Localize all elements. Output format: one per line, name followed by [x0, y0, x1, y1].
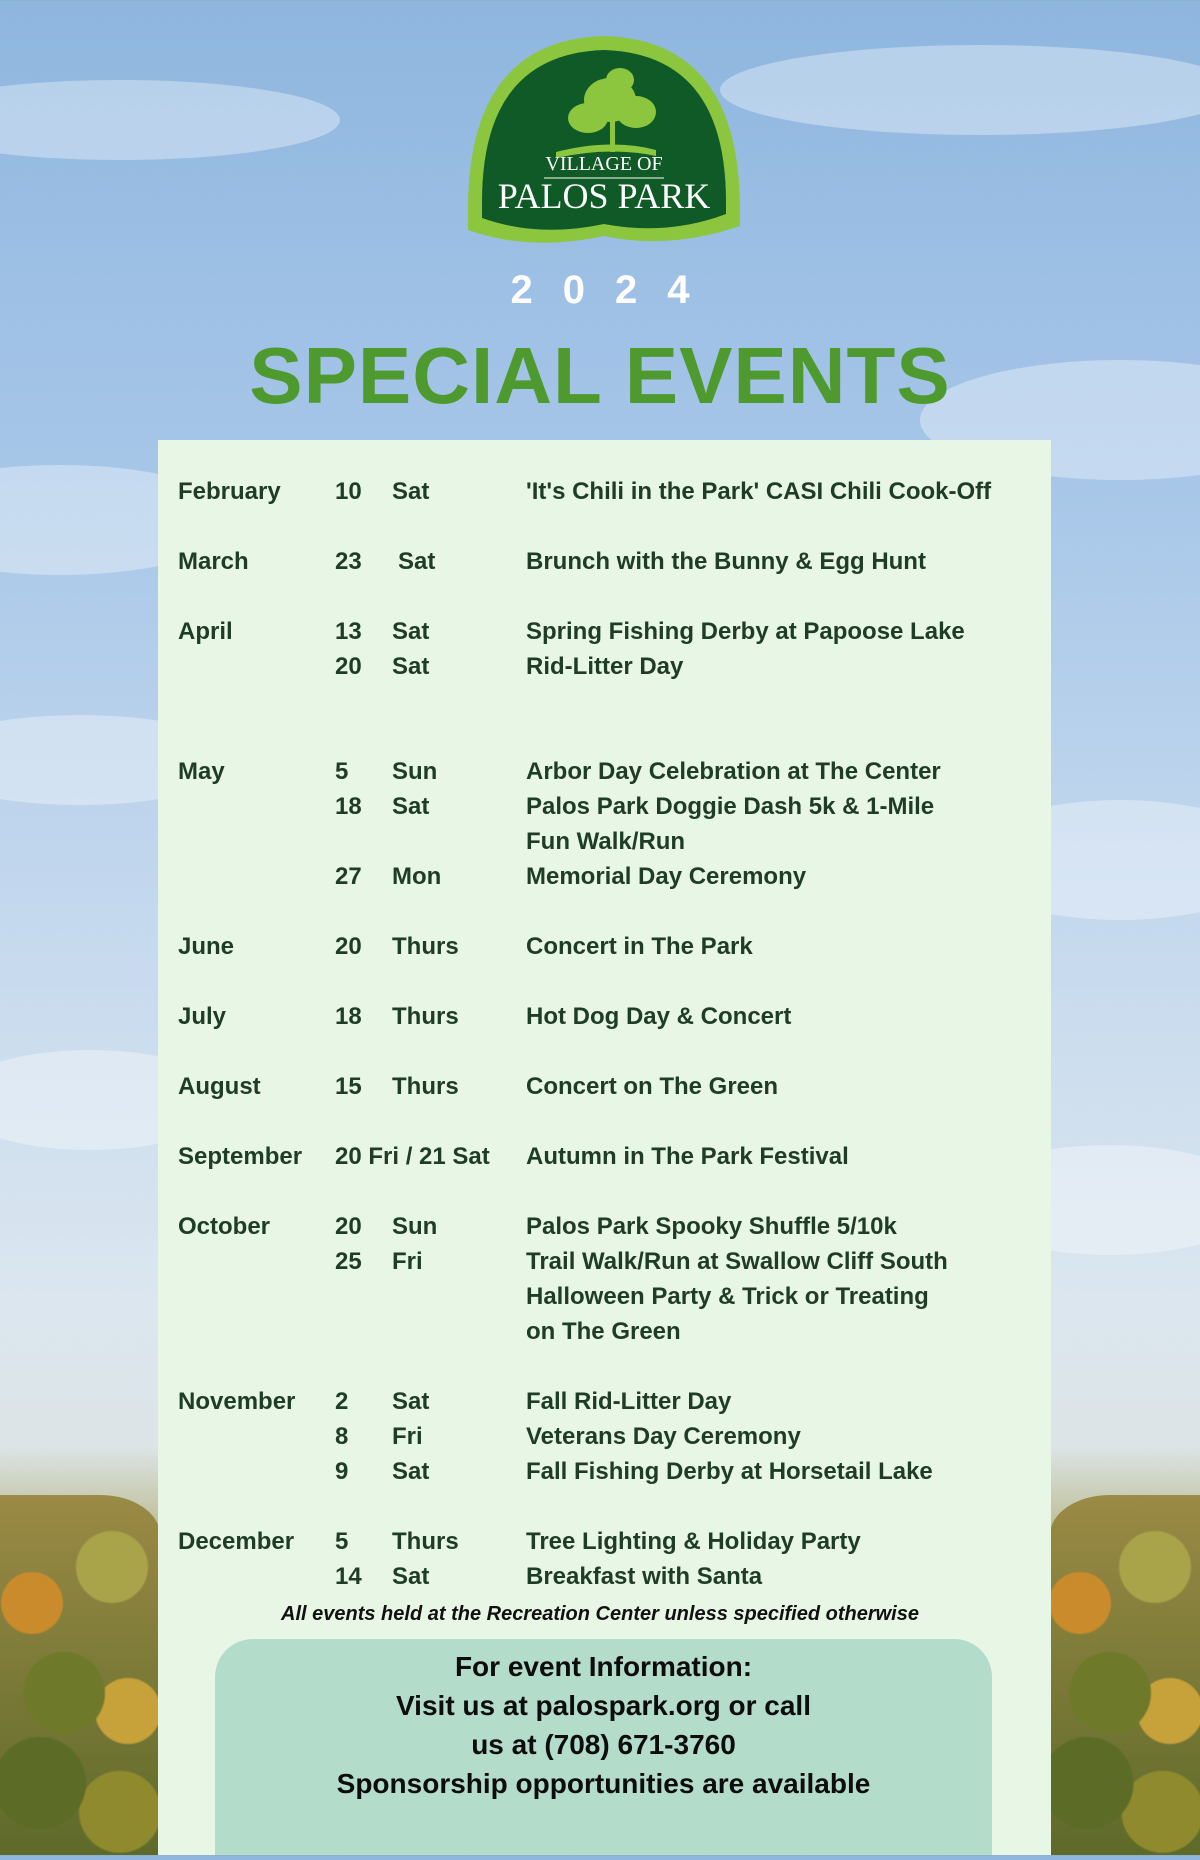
event-date: 18	[335, 793, 362, 820]
month-label: October	[178, 1213, 271, 1240]
month-label: August	[178, 1073, 261, 1100]
event-name: 'It's Chili in the Park' CASI Chili Cook-Off	[526, 478, 992, 505]
event-day: Thurs	[392, 1528, 459, 1555]
event-name: Veterans Day Ceremony	[526, 1423, 801, 1450]
event-day: Sat	[398, 548, 436, 575]
event-day: Fri	[392, 1423, 423, 1450]
month-label: February	[178, 478, 281, 505]
month-label: March	[178, 548, 249, 575]
logo-line2: PALOS PARK	[497, 176, 711, 216]
month-label: June	[178, 933, 235, 960]
event-name: Memorial Day Ceremony	[526, 863, 807, 890]
year-heading: 2024	[510, 268, 720, 312]
event-name: Autumn in The Park Festival	[526, 1143, 849, 1170]
month-label: November	[178, 1388, 296, 1415]
footnote: All events held at the Recreation Center unless specified otherwise	[281, 1603, 919, 1625]
info-box	[215, 1639, 992, 1855]
event-date: 15	[335, 1073, 362, 1100]
event-name: Arbor Day Celebration at The Center	[526, 758, 941, 785]
event-name: Concert on The Green	[526, 1073, 779, 1100]
event-name: Breakfast with Santa	[526, 1563, 763, 1590]
event-name-continued: Fun Walk/Run	[526, 828, 686, 855]
event-date-range: 20 Fri / 21 Sat	[335, 1143, 490, 1170]
event-date: 5	[335, 1528, 349, 1555]
month-label: September	[178, 1143, 303, 1170]
month-label: December	[178, 1528, 295, 1555]
village-logo	[460, 30, 748, 262]
event-name: Palos Park Spooky Shuffle 5/10k	[526, 1213, 897, 1240]
event-date: 20	[335, 1213, 362, 1240]
event-day: Fri	[392, 1248, 423, 1275]
forest-left-image	[0, 1495, 160, 1855]
event-name: Fall Fishing Derby at Horsetail Lake	[526, 1458, 933, 1485]
event-date: 9	[335, 1458, 349, 1485]
event-date: 20	[335, 653, 362, 680]
event-day: Sat	[392, 653, 430, 680]
info-line-sponsorship: Sponsorship opportunities are available	[336, 1768, 871, 1799]
event-day: Sun	[392, 1213, 438, 1240]
event-day: Mon	[392, 863, 442, 890]
event-date: 13	[335, 618, 362, 645]
month-label: April	[178, 618, 233, 645]
event-day: Sat	[392, 1388, 430, 1415]
event-date: 23	[335, 548, 362, 575]
info-line-heading: For event Information:	[454, 1651, 753, 1682]
month-label: July	[178, 1003, 227, 1030]
event-date: 27	[335, 863, 362, 890]
event-date: 25	[335, 1248, 362, 1275]
event-date: 18	[335, 1003, 362, 1030]
logo-line1: VILLAGE OF	[545, 153, 663, 175]
event-name: Concert in The Park	[526, 933, 753, 960]
event-name-continued: on The Green	[526, 1318, 681, 1345]
event-day: Sat	[392, 478, 430, 505]
event-date: 5	[335, 758, 349, 785]
event-date: 14	[335, 1563, 362, 1590]
event-day: Sun	[392, 758, 438, 785]
event-name: Halloween Party & Trick or Treating	[526, 1283, 929, 1310]
event-date: 2	[335, 1388, 349, 1415]
event-name: Palos Park Doggie Dash 5k & 1-Mile	[526, 793, 935, 820]
event-day: Sat	[392, 793, 430, 820]
event-name: Brunch with the Bunny & Egg Hunt	[526, 548, 926, 575]
event-name: Rid-Litter Day	[526, 653, 684, 680]
event-name: Spring Fishing Derby at Papoose Lake	[526, 618, 965, 645]
event-day: Thurs	[392, 1003, 459, 1030]
event-date: 20	[335, 933, 362, 960]
event-day: Sat	[392, 1563, 430, 1590]
event-name: Trail Walk/Run at Swallow Cliff South	[526, 1248, 948, 1275]
event-date: 8	[335, 1423, 349, 1450]
page-title: SPECIAL EVENTS	[249, 331, 951, 420]
event-day: Thurs	[392, 1073, 459, 1100]
event-day: Sat	[392, 618, 430, 645]
info-line-website: Visit us at palospark.org or call	[396, 1690, 811, 1721]
event-date: 10	[335, 478, 362, 505]
event-name: Hot Dog Day & Concert	[526, 1003, 792, 1030]
event-name: Tree Lighting & Holiday Party	[526, 1528, 861, 1555]
month-label: May	[178, 758, 225, 785]
info-line-phone: us at (708) 671-3760	[471, 1729, 736, 1760]
forest-right-image	[1050, 1495, 1200, 1855]
event-day: Sat	[392, 1458, 430, 1485]
event-name: Fall Rid-Litter Day	[526, 1388, 732, 1415]
event-day: Thurs	[392, 933, 459, 960]
